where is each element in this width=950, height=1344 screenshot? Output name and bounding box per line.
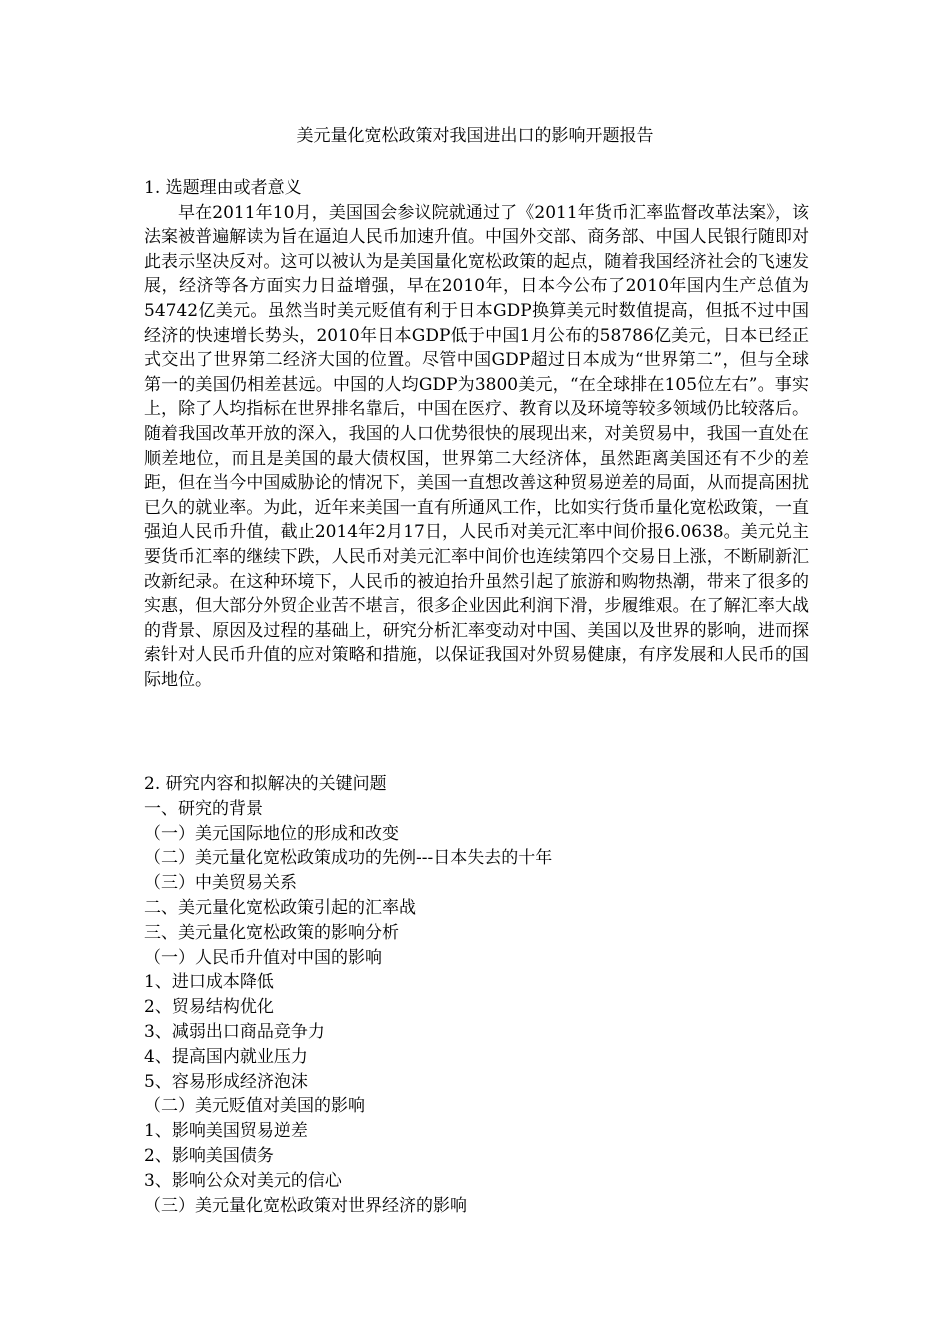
outline-item: （三）中美贸易关系 — [144, 873, 297, 894]
outline-item: 4、提高国内就业压力 — [144, 1046, 308, 1067]
outline-item: （二）美元量化宽松政策成功的先例---日本失去的十年 — [144, 848, 553, 869]
section-2-heading: 2. 研究内容和拟解决的关键问题 — [144, 774, 387, 794]
outline-item: 一、研究的背景 — [144, 798, 263, 819]
section-2 — [144, 772, 809, 1218]
outline-item: 1、影响美国贸易逆差 — [144, 1121, 308, 1142]
section-1 — [144, 176, 809, 692]
outline-item: （一）人民币升值对中国的影响 — [144, 947, 382, 968]
outline-item: （一）美元国际地位的形成和改变 — [144, 823, 399, 844]
outline-item: 二、美元量化宽松政策引起的汇率战 — [144, 897, 416, 918]
outline-item: 3、影响公众对美元的信心 — [144, 1170, 342, 1191]
outline-item: 1、进口成本降低 — [144, 972, 274, 993]
section-1-heading: 1. 选题理由或者意义 — [144, 178, 302, 198]
outline-item: （三）美元量化宽松政策对世界经济的影响 — [144, 1195, 467, 1216]
outline-item: 三、美元量化宽松政策的影响分析 — [144, 922, 399, 943]
outline-item: 2、影响美国债务 — [144, 1145, 274, 1166]
outline-item: 3、减弱出口商品竞争力 — [144, 1021, 325, 1042]
outline-item: （二）美元贬值对美国的影响 — [144, 1096, 365, 1117]
document-title: 美元量化宽松政策对我国进出口的影响开题报告 — [296, 126, 654, 146]
section-1-paragraph: 早在2011年10月，美国国会参议院就通过了《2011年货币汇率监督改革法案》，该法案被普遍解读为旨在逼迫人民币加速升值。中国外交部、商务部、中国人民银行随即对此表示坚决反对。这可以被认为是美国量化宽松政策的起点，随着我国经济社会的飞速发展，经济等各方面实力日益增强，早在2010年，日本今公布了2010年国内生产总值为54742亿美元。虽然当时美元贬值有利于日本GDP换算美元时数值提高，但抵不过中国经济的快速增长势头，2010年日本GDP低于中国1月公布的58786亿美元，日本已经正式交出了世界第二经济大国的位置。尽管中国GDP超过日本成为“世界第二”，但与全球第一的美国仍相差甚远。中国的人均GDP为3800美元，“在全球排在105位左右”。事实上，除了人均指标在世界排名靠后，中国在医疗、教育以及环境等较多领域仍比较落后。随着我国改革开放的深入，我国的人口优势很快的展现出来，对美贸易中，我国一直处在顺差地位，而且是美国的最大债权国，世界第二大经济体，虽然距离美国还有不少的差距，但在当今中国威胁论的情况下，美国一直想改善这种贸易逆差的局面，从而提高困扰已久的就业率。为此，近年来美国一直有所通风工作，比如实行货币量化宽松政策，一直强迫人民币升值，截止2014年2月17日，人民币对美元汇率中间价报6.0638。美元兑主要货币汇率的继续下跌，人民币对美元汇率中间价也连续第四个交易日上涨，不断刷新汇改新纪录。在这种环境下，人民币的被迫抬升虽然引起了旅游和购物热潮，带来了很多的实惠，但大部分外贸企业苦不堪言，很多企业因此利润下滑，步履维艰。在了解汇率大战的背景、原因及过程的基础上，研究分析汇率变动对中国、美国以及世界的影响，进而探索针对人民币升值的应对策略和措施，以保证我国对外贸易健康，有序发展和人民币的国际地位。 — [144, 202, 809, 690]
outline-item: 5、容易形成经济泡沫 — [144, 1071, 308, 1092]
outline-item: 2、贸易结构优化 — [144, 997, 274, 1018]
